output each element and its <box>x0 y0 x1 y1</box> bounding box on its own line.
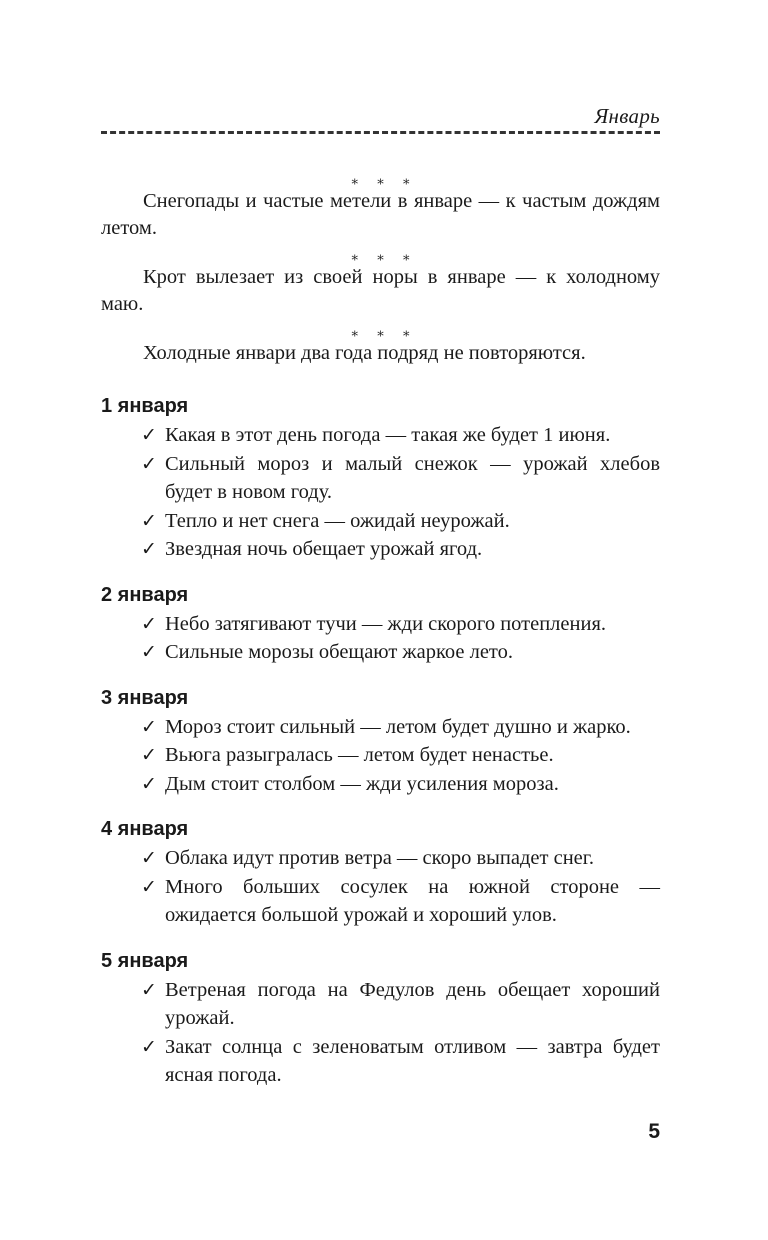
running-header: Январь <box>594 104 660 128</box>
checkmark-icon: ✓ <box>141 715 157 738</box>
separator-asterisks: ⁎ ⁎ ⁎ <box>351 248 418 263</box>
list-item-text: Облака идут против ветра — скоро выпадет снег. <box>165 847 594 869</box>
checkmark-icon: ✓ <box>141 641 157 663</box>
intro-sign: Снегопады и частые метели в январе — к частым дождям летом. <box>101 190 660 239</box>
list-item-text: Звездная ночь обещает урожай ягод. <box>165 538 483 560</box>
list-item <box>101 507 660 536</box>
sign-list <box>101 976 660 1090</box>
checkmark-icon: ✓ <box>141 538 157 560</box>
checkmark-icon: ✓ <box>141 509 157 532</box>
list-item-text: Много больших сосулек на южной стороне — ожидается большой урожай и хороший улов. <box>165 875 660 926</box>
day-heading: 1 января <box>101 395 189 417</box>
intro-sign: Крот вылезает из своей норы в январе — к холодному маю. <box>101 266 660 315</box>
list-item <box>101 421 660 450</box>
separator-asterisks: ⁎ ⁎ ⁎ <box>351 172 418 187</box>
day-section-1 <box>101 393 660 564</box>
list-item <box>101 450 660 507</box>
checkmark-icon: ✓ <box>141 452 157 475</box>
list-item <box>101 713 660 742</box>
checkmark-icon: ✓ <box>141 1035 157 1058</box>
day-heading: 4 января <box>101 818 189 840</box>
page-content <box>101 172 660 1108</box>
checkmark-icon: ✓ <box>141 744 157 766</box>
checkmark-icon: ✓ <box>141 847 157 869</box>
list-item-text: Мороз стоит сильный — летом будет душно и жарко. <box>165 715 631 738</box>
list-item <box>101 770 660 799</box>
checkmark-icon: ✓ <box>141 978 157 1001</box>
list-item <box>101 610 660 639</box>
checkmark-icon: ✓ <box>141 875 157 898</box>
sign-list <box>101 844 660 930</box>
checkmark-icon: ✓ <box>141 612 157 635</box>
list-item-text: Сильные морозы обещают жаркое лето. <box>165 641 513 663</box>
list-item-text: Вьюга разыгралась — летом будет ненастье. <box>165 744 554 766</box>
list-item <box>101 873 660 930</box>
day-section-2 <box>101 582 660 667</box>
list-item <box>101 844 660 873</box>
checkmark-icon: ✓ <box>141 424 157 446</box>
list-item-text: Сильный мороз и малый снежок — урожай хлебов будет в новом году. <box>165 452 660 503</box>
day-heading: 5 января <box>101 949 189 972</box>
sign-list <box>101 421 660 564</box>
day-section-3 <box>101 685 660 799</box>
sign-list <box>101 610 660 667</box>
list-item <box>101 976 660 1033</box>
list-item <box>101 638 660 667</box>
day-heading: 2 января <box>101 583 189 606</box>
list-item-text: Дым стоит столбом — жди усиления мороза. <box>165 772 559 795</box>
separator-asterisks: ⁎ ⁎ ⁎ <box>351 324 418 339</box>
list-item-text: Закат солнца с зеленоватым отливом — завтра будет ясная погода. <box>165 1035 660 1086</box>
day-section-4 <box>101 816 660 930</box>
list-item-text: Ветреная погода на Федулов день обещает хороший урожай. <box>165 978 660 1029</box>
intro-sign: Холодные январи два года подряд не повторяются. <box>143 342 586 364</box>
list-item <box>101 741 660 770</box>
list-item-text: Какая в этот день погода — такая же будет 1 июня. <box>165 424 611 446</box>
day-section-5 <box>101 948 660 1090</box>
list-item <box>101 1033 660 1090</box>
sign-list <box>101 713 660 799</box>
page-number: 5 <box>648 1120 660 1143</box>
header-dashed-rule <box>101 131 660 134</box>
checkmark-icon: ✓ <box>141 772 157 795</box>
list-item-text: Тепло и нет снега — ожидай неурожай. <box>165 509 510 532</box>
list-item-text: Небо затягивают тучи — жди скорого потепления. <box>165 612 607 635</box>
day-heading: 3 января <box>101 686 189 709</box>
list-item <box>101 535 660 564</box>
